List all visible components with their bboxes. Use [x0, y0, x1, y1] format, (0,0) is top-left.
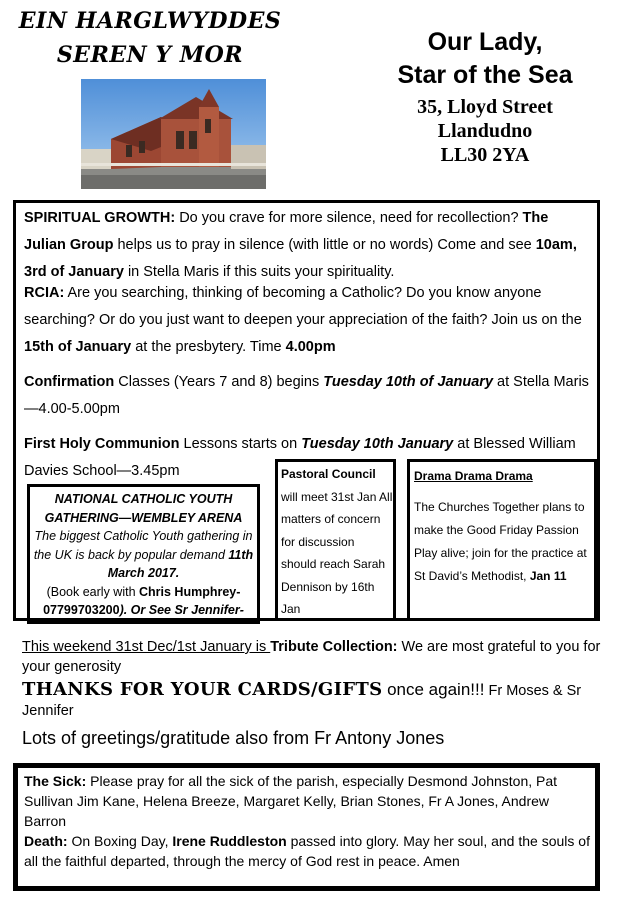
tribute-collection-notice	[22, 637, 602, 677]
confirmation-text1: Classes (Years 7 and 8) begins	[114, 374, 324, 390]
rcia-text1: Are you searching, thinking of becoming a Catholic? Do you know anyone searching? Or do you just want to deepen your appreciation of the faith? Join us on the	[24, 285, 582, 328]
spiritual-text1: Do you crave for more silence, need for recollection?	[175, 210, 523, 226]
spiritual-when: 10am, 3rd of January	[24, 237, 577, 280]
english-title-line1: Our Lady,	[427, 28, 543, 56]
address-street: 35, Lloyd Street	[417, 96, 553, 118]
rcia-text2: at the presbytery. Time	[131, 339, 286, 355]
julian-group: The Julian Group	[24, 210, 549, 253]
confirmation-lead: Confirmation	[24, 374, 115, 390]
youth-date: 11th March 2017.	[107, 547, 254, 580]
address-town: Llandudno	[437, 120, 533, 142]
youth-text2: (Book early with	[46, 584, 139, 599]
communion-date: Tuesday 10th January	[301, 436, 454, 452]
death-lead: Death:	[24, 833, 68, 849]
spiritual-lead: SPIRITUAL GROWTH:	[24, 210, 176, 226]
youth-gathering-notice	[33, 490, 254, 620]
communion-lead: First Holy Communion	[24, 436, 180, 452]
pastoral-title: Pastoral Council	[281, 467, 376, 481]
death-text2: passed into glory. May her soul, and the souls of all the faithful departed, through the mercy of God rest in peace. Amen	[24, 833, 590, 869]
spiritual-growth-notice	[24, 205, 592, 286]
address-postcode: LL30 2YA	[440, 144, 530, 166]
thanks-notice	[22, 680, 602, 721]
confirmation-notice	[24, 369, 592, 423]
english-title-line2: Star of the Sea	[397, 61, 573, 89]
drama-title: Drama Drama Drama	[414, 469, 533, 483]
spiritual-text3: in Stella Maris if this suits your spirituality.	[123, 264, 395, 280]
tribute-lead: Tribute Collection:	[270, 639, 398, 655]
youth-text3: ). Or See Sr Jennifer-	[119, 603, 244, 617]
rcia-time: 4.00pm	[285, 339, 336, 355]
rcia-notice	[24, 280, 592, 361]
youth-text1: The biggest Catholic Youth gathering in the UK is back by popular demand	[33, 529, 253, 562]
rcia-lead: RCIA:	[24, 285, 65, 301]
death-text1: On Boxing Day,	[67, 833, 173, 849]
church-photo	[81, 79, 266, 189]
pastoral-text: will meet 31st Jan All matters of concern for discussion should reach Sarah Dennison by 16th Jan	[281, 489, 393, 616]
sick-lead: The Sick:	[24, 773, 87, 789]
youth-title: NATIONAL CATHOLIC YOUTH GATHERING—WEMBLEY ARENA	[44, 492, 243, 525]
confirmation-date: Tuesday 10th of January	[323, 374, 494, 390]
youth-contact: Chris Humphrey-07799703200	[43, 584, 241, 617]
thanks-caps: THANKS FOR YOUR CARDS/GIFTS	[22, 679, 383, 700]
thanks-once: once again!!!	[382, 680, 485, 699]
greetings-notice: Lots of greetings/gratitude also from Fr Antony Jones	[22, 728, 445, 748]
sick-text: Please pray for all the sick of the parish, especially Desmond Johnston, Pat Sullivan Jim Kane, Helena Breeze, Margaret Kelly, Brian Stones, Fr A Jones, Andrew Barron	[24, 773, 558, 829]
welsh-title-line1: EIN HARGLWYDDES	[18, 8, 282, 34]
pastoral-council-notice	[281, 463, 393, 621]
welsh-title-line2: SEREN Y MOR	[56, 42, 244, 68]
thanks-signature: Fr Moses & Sr Jennifer	[22, 683, 582, 719]
sick-and-death-notice	[24, 771, 594, 871]
confirmation-text2: at Stella Maris—4.00-5.00pm	[24, 374, 589, 417]
death-name: Irene Ruddleston	[172, 833, 287, 849]
drama-text: The Churches Together plans to make the Good Friday Passion Play alive; join for the practice at St David’s Methodist,	[414, 500, 587, 583]
drama-notice	[414, 465, 594, 588]
tribute-text1: This weekend 31st Dec/1st January is	[22, 639, 271, 655]
spiritual-text2: helps us to pray in silence (with little or no words) Come and see	[113, 237, 536, 253]
communion-text2: at Blessed William Davies School—3.45pm	[24, 436, 576, 479]
rcia-date: 15th of January	[24, 339, 132, 355]
communion-text1: Lessons starts on	[179, 436, 302, 452]
drama-date: Jan 11	[529, 569, 567, 583]
tribute-text2: We are most grateful to you for your generosity	[22, 639, 601, 675]
